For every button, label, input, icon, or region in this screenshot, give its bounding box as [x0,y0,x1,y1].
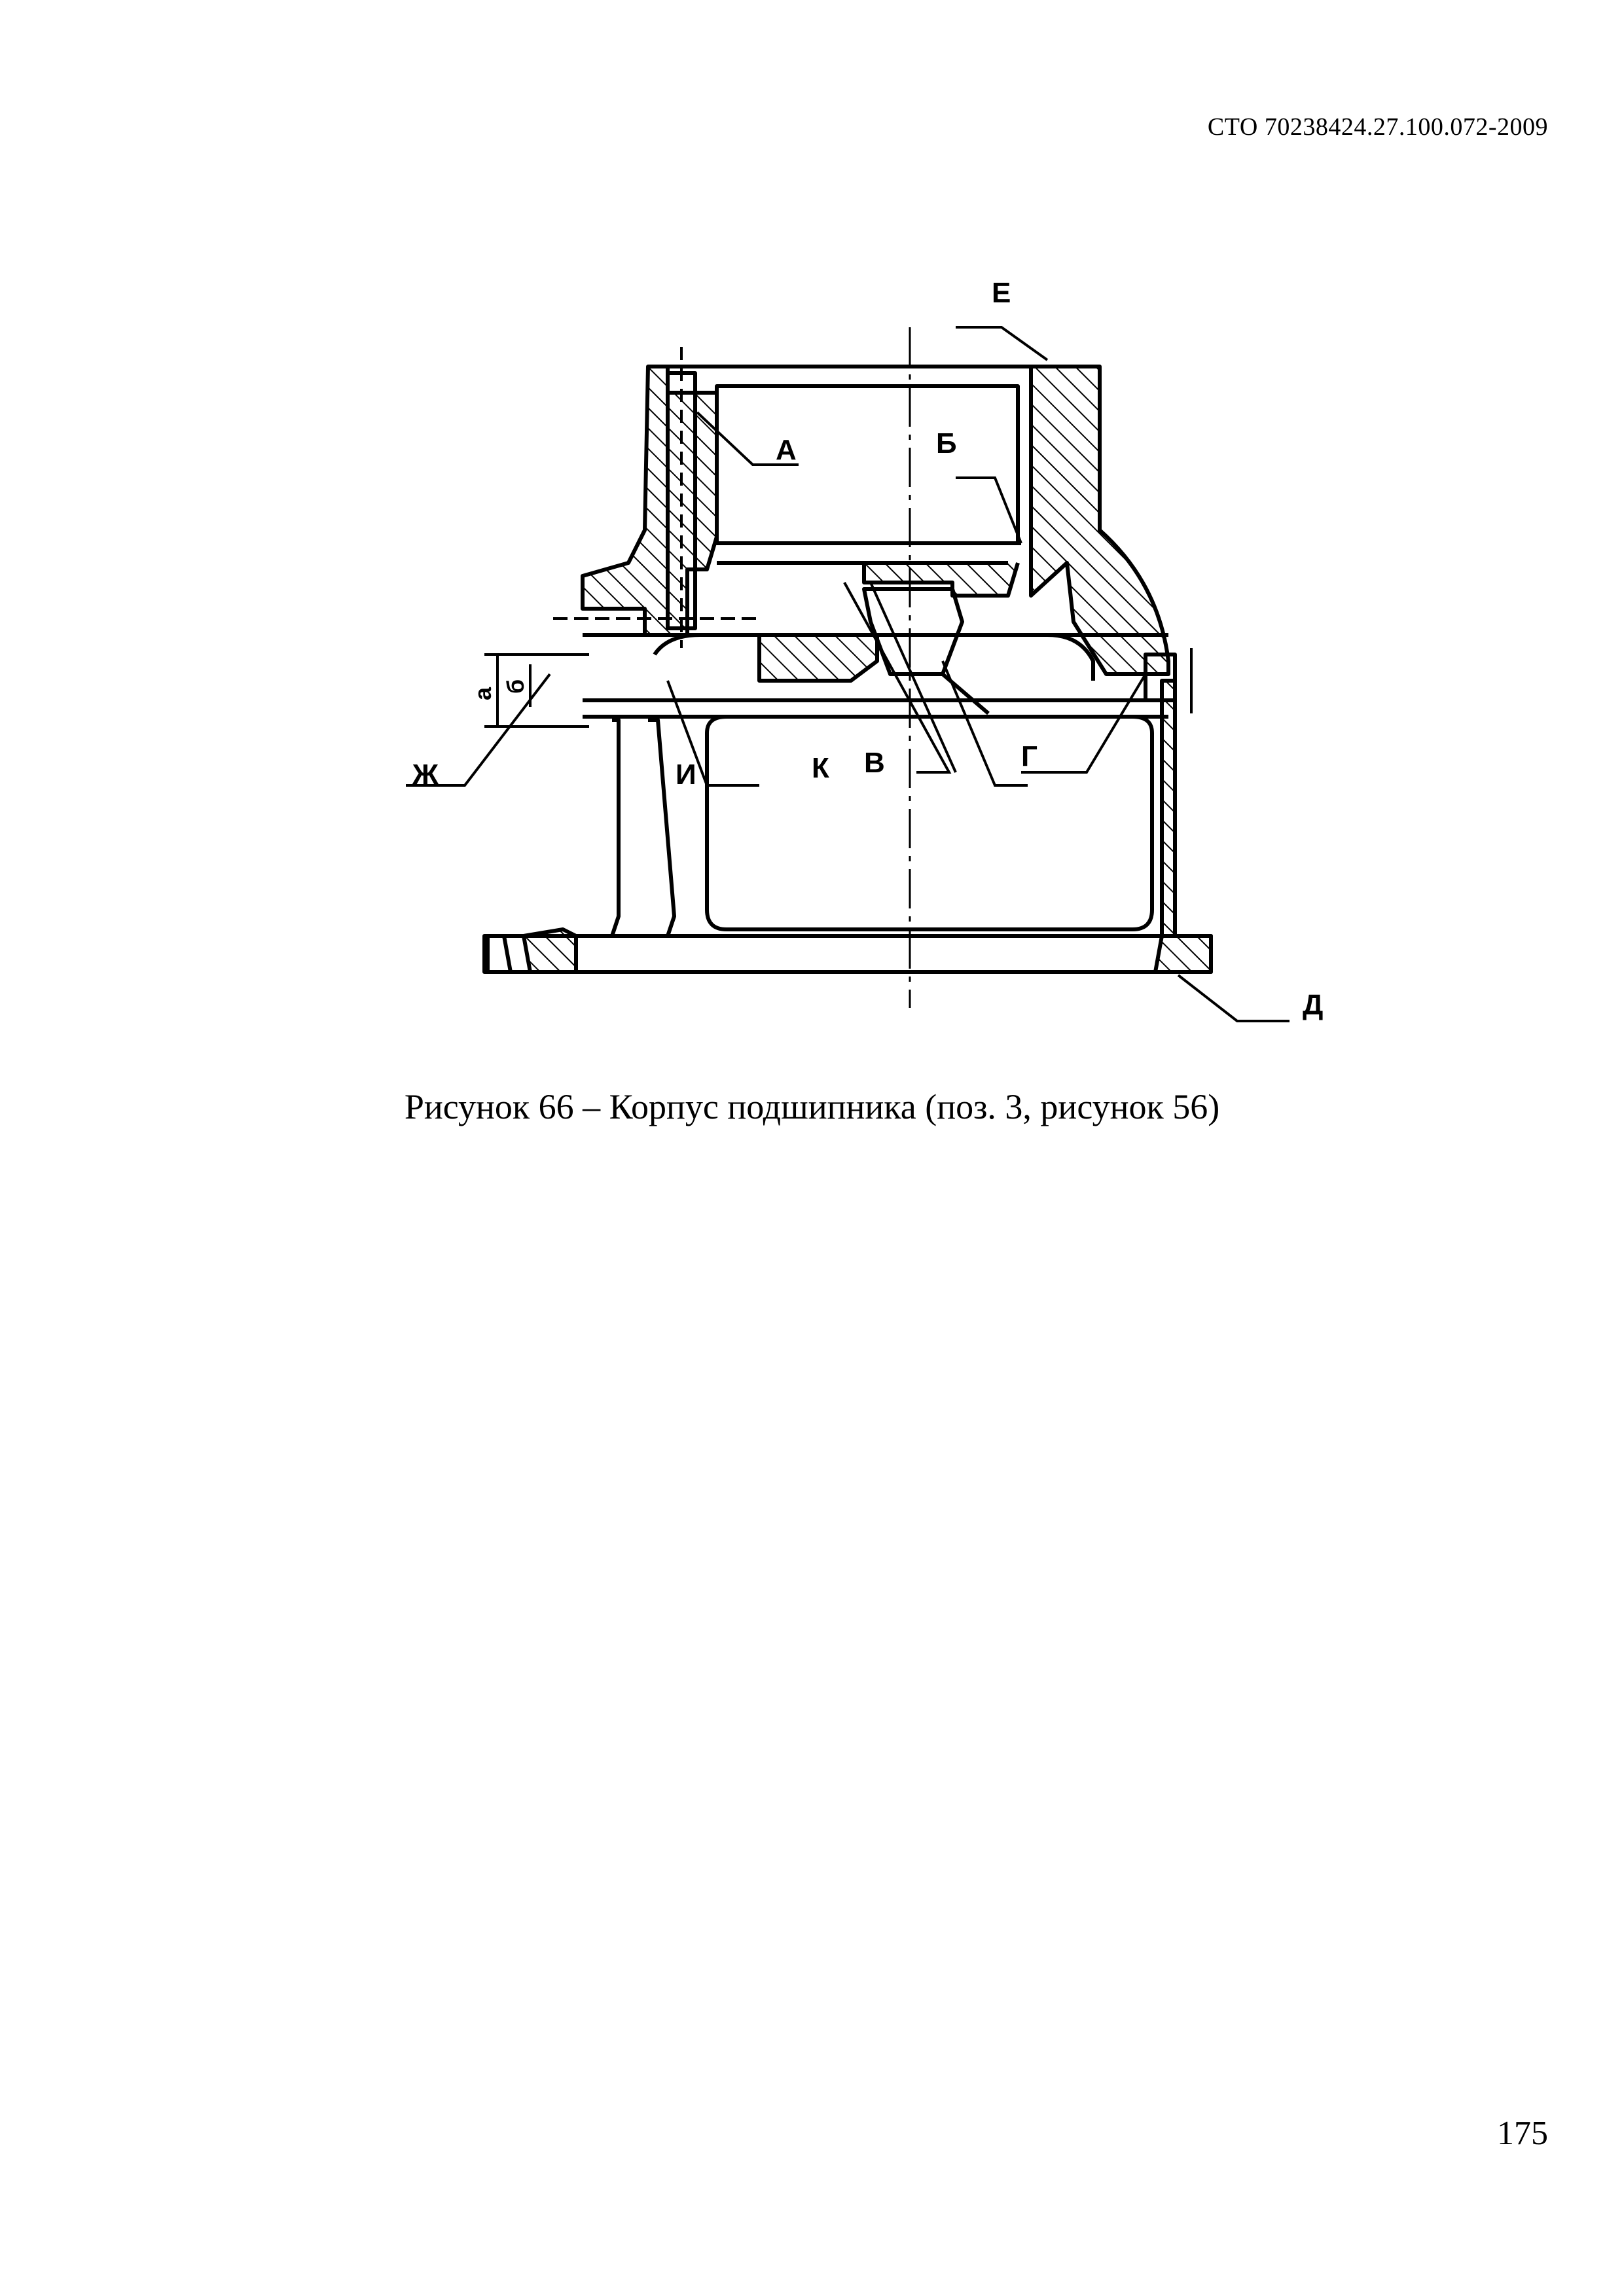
bearing-housing-drawing [393,255,1362,1073]
label-B: Б [936,427,957,459]
label-Zh: Ж [412,759,439,791]
label-dim-a: а [469,687,496,700]
label-V: В [864,747,885,779]
label-E: Е [992,277,1011,309]
label-A: А [776,434,797,466]
label-dim-b: б [502,679,529,694]
housing-outline [484,327,1211,1008]
label-G: Г [1021,740,1038,772]
figure-caption: Рисунок 66 – Корпус подшипника (поз. 3, рисунок 56) [404,1087,1220,1126]
document-code: СТО 70238424.27.100.072-2009 [1207,113,1548,141]
drawing-canvas [393,255,1362,1073]
page-number: 175 [1497,2115,1548,2152]
label-D: Д [1303,989,1324,1021]
label-K: К [812,752,829,784]
label-I: И [676,759,696,791]
